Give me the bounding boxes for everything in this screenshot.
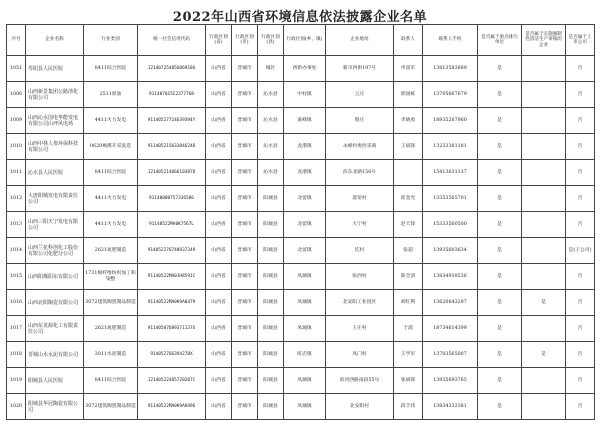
cell-province: 山西省 bbox=[206, 134, 232, 160]
table-body bbox=[7, 56, 595, 420]
cell-address: 北安阳工业园区 bbox=[326, 290, 394, 316]
cell-city: 晋城市 bbox=[232, 264, 258, 290]
cell-company-name: 沁水县人民医院 bbox=[26, 160, 84, 186]
cell-city: 晋城市 bbox=[232, 342, 258, 368]
cell-key-polluter: 是 bbox=[478, 108, 522, 134]
cell-no: 1018 bbox=[7, 342, 26, 368]
cell-city: 晋城市 bbox=[232, 134, 258, 160]
cell-no: 1012 bbox=[7, 186, 26, 212]
cell-listed: 否 bbox=[566, 160, 595, 186]
cell-contact: 申富军 bbox=[394, 56, 423, 82]
cell-town: 龙港镇 bbox=[284, 160, 326, 186]
table-row bbox=[7, 342, 595, 368]
cell-company-name: 山西沁水国电华能发电有限公司山坪风电场 bbox=[26, 108, 84, 134]
cell-address: 云庄 bbox=[326, 82, 394, 108]
cell-clean-production bbox=[522, 134, 566, 160]
cell-key-polluter: 是 bbox=[478, 264, 522, 290]
cell-city: 晋城市 bbox=[232, 212, 258, 238]
cell-city: 晋城市 bbox=[232, 316, 258, 342]
cell-industry: 2621氮肥制造 bbox=[84, 238, 138, 264]
cell-county: 阳城县 bbox=[258, 238, 284, 264]
cell-county: 阳城县 bbox=[258, 186, 284, 212]
cell-no: 1051 bbox=[7, 56, 26, 82]
cell-credit-code: 12140725405606918U bbox=[138, 56, 206, 82]
cell-company-name: 山西三阳天宁发电有限公司 bbox=[26, 212, 84, 238]
cell-credit-code: 91140522MA0JH8591C bbox=[138, 264, 206, 290]
cell-clean-production: 是 bbox=[522, 342, 566, 368]
cell-town: 凤城镇 bbox=[284, 368, 326, 394]
cell-clean-production: 是 bbox=[522, 290, 566, 316]
cell-listed: 否 bbox=[566, 134, 595, 160]
cell-key-polluter: 是 bbox=[478, 56, 522, 82]
cell-clean-production bbox=[522, 316, 566, 342]
cell-phone: 18734614399 bbox=[423, 316, 478, 342]
cell-company-name: 山西阳煤阳东有限公司 bbox=[26, 264, 84, 290]
cell-phone: 15333560500 bbox=[423, 212, 478, 238]
cell-phone: 13834332381 bbox=[423, 394, 478, 420]
cell-key-polluter: 是 bbox=[478, 82, 522, 108]
cell-industry: 2621氮肥制造 bbox=[84, 316, 138, 342]
cell-address: 北安阳村 bbox=[326, 394, 394, 420]
cell-clean-production bbox=[522, 212, 566, 238]
cell-company-name: 阳城县人民医院 bbox=[26, 368, 84, 394]
cell-county: 阳城县 bbox=[258, 264, 284, 290]
cell-province: 山西省 bbox=[206, 264, 232, 290]
cell-listed: 否 bbox=[566, 342, 595, 368]
cell-city: 晋城市 bbox=[232, 108, 258, 134]
header-cell-no: 序号 bbox=[7, 25, 26, 56]
header-cell-industry: 行业类别 bbox=[84, 25, 138, 56]
cell-province: 山西省 bbox=[206, 82, 232, 108]
header-cell-town: 行政区划(乡、镇) bbox=[284, 25, 326, 56]
cell-phone: 13703565007 bbox=[423, 342, 478, 368]
table-row bbox=[7, 212, 595, 238]
cell-contact: 陈全清 bbox=[394, 264, 423, 290]
cell-province: 山西省 bbox=[206, 108, 232, 134]
cell-contact: 张斌锋 bbox=[394, 368, 423, 394]
header-cell-name: 企业名称 bbox=[26, 25, 84, 56]
cell-credit-code: 91140527724639394Y bbox=[138, 108, 206, 134]
cell-no: 1015 bbox=[7, 264, 26, 290]
cell-contact: 李晓勇 bbox=[394, 108, 423, 134]
table-row bbox=[7, 108, 595, 134]
cell-address: 张西村 bbox=[326, 264, 394, 290]
cell-clean-production bbox=[522, 82, 566, 108]
cell-province: 山西省 bbox=[206, 56, 232, 82]
cell-town: 嘉峰镇 bbox=[284, 108, 326, 134]
header-cell-county: 行政区划(县) bbox=[258, 25, 284, 56]
cell-city: 晋城市 bbox=[232, 186, 258, 212]
table-row bbox=[7, 238, 595, 264]
cell-city: 晋城市 bbox=[232, 238, 258, 264]
cell-listed: 否 bbox=[566, 108, 595, 134]
cell-province: 山西省 bbox=[206, 316, 232, 342]
cell-credit-code: 12140522405720207C bbox=[138, 368, 206, 394]
cell-address: 王庄村 bbox=[326, 316, 394, 342]
cell-listed: 否 bbox=[566, 394, 595, 420]
cell-phone: 13705667679 bbox=[423, 82, 478, 108]
cell-industry: 3072建筑陶瓷制品制造 bbox=[84, 394, 138, 420]
cell-key-polluter: 是 bbox=[478, 238, 522, 264]
cell-credit-code: 91140521563384624D bbox=[138, 134, 206, 160]
table-row bbox=[7, 160, 595, 186]
cell-company-name: 阳城县华冠陶瓷有限公司 bbox=[26, 394, 84, 420]
cell-no: 1020 bbox=[7, 394, 26, 420]
cell-contact: 邢国栋 bbox=[394, 82, 423, 108]
cell-credit-code: 91140000757336586 bbox=[138, 186, 206, 212]
cell-county: 阳城县 bbox=[258, 394, 284, 420]
cell-industry: 0620褐煤开采洗选 bbox=[84, 134, 138, 160]
cell-listed: 否 bbox=[566, 368, 595, 394]
cell-listed: 否 bbox=[566, 186, 595, 212]
cell-address: 新市西街197号 bbox=[326, 56, 394, 82]
cell-no: 1014 bbox=[7, 238, 26, 264]
cell-county: 沁水县 bbox=[258, 134, 284, 160]
cell-industry: 8411综合医院 bbox=[84, 160, 138, 186]
cell-contact: 于浦 bbox=[394, 316, 423, 342]
cell-city: 晋城市 bbox=[232, 368, 258, 394]
cell-key-polluter: 是 bbox=[478, 134, 522, 160]
cell-credit-code: 91140522MA0K7567L bbox=[138, 212, 206, 238]
cell-phone: 13233381181 bbox=[423, 134, 478, 160]
cell-county: 阳城县 bbox=[258, 342, 284, 368]
cell-phone: 15413631137 bbox=[423, 160, 478, 186]
header-cell-city: 行政区划(市) bbox=[232, 25, 258, 56]
cell-city: 晋城市 bbox=[232, 56, 258, 82]
cell-no: 1010 bbox=[7, 134, 26, 160]
cell-no: 1006 bbox=[7, 82, 26, 108]
cell-address: 永峰村委西采商 bbox=[326, 134, 394, 160]
cell-contact: 王学军 bbox=[394, 342, 423, 368]
cell-county: 沁水县 bbox=[258, 160, 284, 186]
cell-clean-production bbox=[522, 56, 566, 82]
page-title: 2022年山西省环境信息依法披露企业名单 bbox=[172, 10, 428, 25]
cell-key-polluter: 是 bbox=[478, 342, 522, 368]
cell-listed: 否 bbox=[566, 290, 595, 316]
cell-industry: 4411火力发电 bbox=[84, 186, 138, 212]
cell-town: 西街办事处 bbox=[284, 56, 326, 82]
cell-town: 中村镇 bbox=[284, 82, 326, 108]
cell-province: 山西省 bbox=[206, 394, 232, 420]
cell-listed: 否 bbox=[566, 316, 595, 342]
cell-clean-production bbox=[522, 186, 566, 212]
cell-province: 山西省 bbox=[206, 342, 232, 368]
cell-listed: 否 bbox=[566, 82, 595, 108]
cell-town: 凤城镇 bbox=[284, 290, 326, 316]
cell-province: 山西省 bbox=[206, 212, 232, 238]
cell-province: 山西省 bbox=[206, 186, 232, 212]
cell-credit-code: 914052766394278X bbox=[138, 342, 206, 368]
table-row bbox=[7, 264, 595, 290]
cell-contact: 赵天锋 bbox=[394, 212, 423, 238]
cell-town: 凤城镇 bbox=[284, 394, 326, 420]
cell-province: 山西省 bbox=[206, 160, 232, 186]
cell-contact: 胡红利 bbox=[394, 290, 423, 316]
cell-no: 1017 bbox=[7, 316, 26, 342]
header-cell-phone: 联系人手机 bbox=[423, 25, 478, 56]
cell-town: 北留镇 bbox=[284, 238, 326, 264]
cell-address: 滨河西路南段55号 bbox=[326, 368, 394, 394]
cell-town: 凤城镇 bbox=[284, 264, 326, 290]
cell-town: 龙港镇 bbox=[284, 134, 326, 160]
cell-clean-production bbox=[522, 264, 566, 290]
cell-listed: 否 bbox=[566, 56, 595, 82]
header-cell-key-polluter: 是否属于重点排污单位 bbox=[478, 25, 522, 56]
header-cell-address: 企业地址 bbox=[326, 25, 394, 56]
cell-town: 北留镇 bbox=[284, 212, 326, 238]
cell-listed: 否 bbox=[566, 264, 595, 290]
cell-no: 1019 bbox=[7, 368, 26, 394]
cell-company-name: 山西中林人参环保科技有限公司 bbox=[26, 134, 84, 160]
cell-no: 1013 bbox=[7, 212, 26, 238]
table-row bbox=[7, 316, 595, 342]
cell-clean-production bbox=[522, 368, 566, 394]
cell-no: 1016 bbox=[7, 290, 26, 316]
cell-province: 山西省 bbox=[206, 290, 232, 316]
table-row bbox=[7, 368, 595, 394]
cell-province: 山西省 bbox=[206, 368, 232, 394]
cell-company-name: 晋城山水水泥有限公司 bbox=[26, 342, 84, 368]
cell-key-polluter: 是 bbox=[478, 160, 522, 186]
cell-clean-production bbox=[522, 238, 566, 264]
table-row bbox=[7, 82, 595, 108]
header-cell-contact: 联系人 bbox=[394, 25, 423, 56]
cell-address: 大宁村 bbox=[326, 212, 394, 238]
cell-industry: 3011水泥制造 bbox=[84, 342, 138, 368]
header-cell-listed: 是否属于上市公司 bbox=[566, 25, 595, 56]
cell-city: 晋城市 bbox=[232, 394, 258, 420]
cell-address: 落窑村 bbox=[326, 186, 394, 212]
cell-credit-code: 911407015C2377768 bbox=[138, 82, 206, 108]
cell-key-polluter: 是 bbox=[478, 368, 522, 394]
cell-key-polluter: 是 bbox=[478, 316, 522, 342]
cell-county: 阳城县 bbox=[258, 290, 284, 316]
enterprise-table bbox=[6, 24, 595, 420]
cell-industry: 8411综合医院 bbox=[84, 56, 138, 82]
cell-phone: 13353565701 bbox=[423, 186, 478, 212]
cell-contact: 王斌锋 bbox=[394, 134, 423, 160]
cell-contact: 段丰伟 bbox=[394, 394, 423, 420]
cell-key-polluter: 是 bbox=[478, 290, 522, 316]
cell-industry: 4411火力发电 bbox=[84, 108, 138, 134]
cell-county: 沁水县 bbox=[258, 82, 284, 108]
cell-address: 圪村 bbox=[326, 238, 394, 264]
cell-county: 阳城县 bbox=[258, 212, 284, 238]
cell-no: 1009 bbox=[7, 108, 26, 134]
cell-industry: 1731棉纤维纺织加工和染整 bbox=[84, 264, 138, 290]
cell-industry: 2511原油 bbox=[84, 82, 138, 108]
cell-industry: 4411火力发电 bbox=[84, 212, 138, 238]
cell-phone: 13935693765 bbox=[423, 368, 478, 394]
cell-listed: 是(子公司) bbox=[566, 238, 595, 264]
cell-company-name: 山西兰花科创化工股份有限公司化肥分公司 bbox=[26, 238, 84, 264]
cell-town: 町店镇 bbox=[284, 342, 326, 368]
cell-company-name: 山西新景集团公路清化有限公司 bbox=[26, 82, 84, 108]
cell-company-name: 山西北阳陶瓷有限公司 bbox=[26, 290, 84, 316]
cell-clean-production bbox=[522, 160, 566, 186]
cell-county: 阳城县 bbox=[258, 316, 284, 342]
cell-phone: 13813583689 bbox=[423, 56, 478, 82]
cell-company-name: 寿阳县人民医院 bbox=[26, 56, 84, 82]
cell-phone: 13834938536 bbox=[423, 264, 478, 290]
cell-key-polluter: 是 bbox=[478, 394, 522, 420]
cell-industry: 8411综合医院 bbox=[84, 368, 138, 394]
table-row bbox=[7, 186, 595, 212]
cell-credit-code: 91140507689371137X bbox=[138, 316, 206, 342]
cell-city: 晋城市 bbox=[232, 160, 258, 186]
table-row bbox=[7, 394, 595, 420]
cell-credit-code: 91140522MA0K9A8496 bbox=[138, 394, 206, 420]
cell-town: 北留镇 bbox=[284, 186, 326, 212]
cell-company-name: 山西东龙源化工有限责任公司 bbox=[26, 316, 84, 342]
header-cell-code: 统一社会信用代码 bbox=[138, 25, 206, 56]
cell-town: 凤城镇 bbox=[284, 316, 326, 342]
table-row bbox=[7, 290, 595, 316]
header-cell-province: 行政区划(省) bbox=[206, 25, 232, 56]
cell-phone: 18935267960 bbox=[423, 108, 478, 134]
cell-contact: 张超 bbox=[394, 238, 423, 264]
cell-phone: 13935603634 bbox=[423, 238, 478, 264]
cell-city: 晋城市 bbox=[232, 290, 258, 316]
cell-clean-production bbox=[522, 394, 566, 420]
cell-address: 滨东北路156号 bbox=[326, 160, 394, 186]
header-row bbox=[7, 25, 595, 56]
cell-province: 山西省 bbox=[206, 238, 232, 264]
cell-contact: 崔金光 bbox=[394, 186, 423, 212]
cell-credit-code: 91140522MA0K9A8479 bbox=[138, 290, 206, 316]
cell-city: 晋城市 bbox=[232, 82, 258, 108]
cell-contact bbox=[394, 160, 423, 186]
cell-company-name: 大唐阳城发电有限责任公司 bbox=[26, 186, 84, 212]
cell-listed: 否 bbox=[566, 212, 595, 238]
cell-phone: 13620643297 bbox=[423, 290, 478, 316]
cell-key-polluter: 是 bbox=[478, 186, 522, 212]
table-row bbox=[7, 56, 595, 82]
cell-county: 沁水县 bbox=[258, 108, 284, 134]
cell-address: 殷庄 bbox=[326, 108, 394, 134]
cell-no: 1011 bbox=[7, 160, 26, 186]
cell-county: 城区 bbox=[258, 56, 284, 82]
cell-clean-production bbox=[522, 108, 566, 134]
cell-address: 凤门村 bbox=[326, 342, 394, 368]
table-row bbox=[7, 134, 595, 160]
cell-county: 阳城县 bbox=[258, 368, 284, 394]
cell-industry: 3072建筑陶瓷制品制造 bbox=[84, 290, 138, 316]
cell-key-polluter: 是 bbox=[478, 212, 522, 238]
cell-credit-code: 914052276748937349 bbox=[138, 238, 206, 264]
header-cell-clean-production: 是否属于实施强制性清洁生产审核的企业 bbox=[522, 25, 566, 56]
cell-credit-code: 12140521406610387D bbox=[138, 160, 206, 186]
